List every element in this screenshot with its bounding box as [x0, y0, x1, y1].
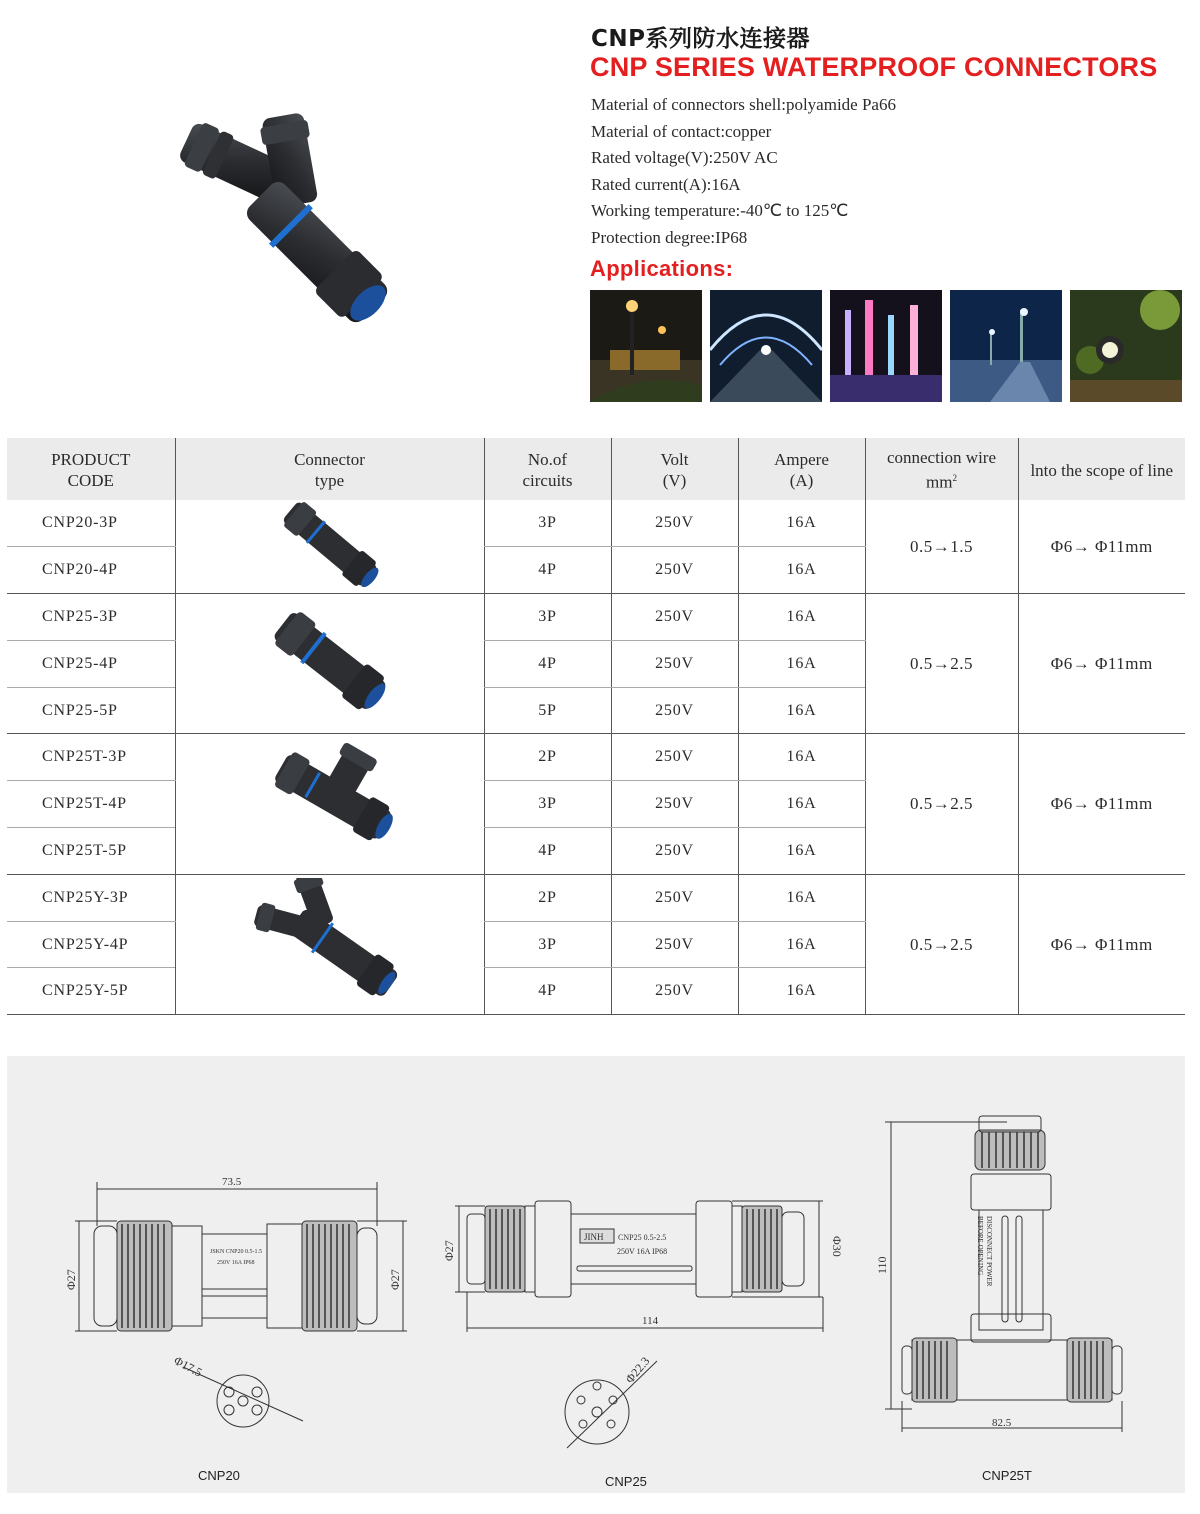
connection-wire-cell: 0.5→1.5 — [865, 500, 1018, 594]
cnp25-brand: JINH — [584, 1232, 604, 1242]
cnp20-dia-left: Φ27 — [64, 1269, 78, 1290]
page-title-chinese: CNP系列防水连接器 — [591, 26, 810, 52]
table-row — [7, 500, 1185, 547]
circuits-cell: 5P — [484, 687, 611, 734]
spec-protection-degree: Protection degree:IP68 — [591, 227, 748, 247]
volt-cell: 250V — [611, 734, 738, 781]
connector-image-cnp25 — [175, 594, 484, 734]
cnp25-face-dia: Φ22.3 — [622, 1354, 653, 1386]
header-scope-of-line: lnto the scope of line — [1018, 438, 1185, 500]
connector-image-cnp25t — [175, 734, 484, 874]
cnp25t-width-dim: 82.5 — [992, 1417, 1012, 1429]
spec-rated-current: Rated current(A):16A — [591, 174, 741, 194]
ampere-cell: 16A — [738, 594, 865, 641]
table-row — [7, 874, 1185, 921]
page-title-english: CNP SERIES WATERPROOF CONNECTORS — [590, 52, 1158, 82]
spec-contact-material: Material of contact:copper — [591, 121, 772, 141]
cnp20-dia-right: Φ27 — [388, 1269, 402, 1290]
cnp20-face-dia: Φ17.5 — [171, 1353, 205, 1380]
volt-cell: 250V — [611, 828, 738, 875]
product-code-cell: CNP20-4P — [7, 547, 175, 594]
hero-connector-image — [170, 95, 400, 345]
ampere-cell: 16A — [738, 687, 865, 734]
table-row — [7, 734, 1185, 781]
header-connector-type: Connector type — [175, 438, 484, 500]
circuits-cell: 2P — [484, 734, 611, 781]
ampere-cell: 16A — [738, 921, 865, 968]
street-light-photo — [950, 290, 1062, 402]
ampere-cell: 16A — [738, 828, 865, 875]
cnp25-dia-right: Φ30 — [830, 1236, 844, 1257]
spec-list — [591, 92, 896, 251]
spec-shell-material: Material of connectors shell:polyamide Pa66 — [591, 95, 896, 114]
cnp20-body-text-1: JSKN CNP20 0.5-1.5 — [210, 1249, 263, 1255]
ampere-cell: 16A — [738, 547, 865, 594]
scope-of-line-cell: Φ6→ Φ11mm — [1018, 874, 1185, 1014]
scope-of-line-cell: Φ6→ Φ11mm — [1018, 734, 1185, 874]
header-connection-wire: connection wire $mm^2$ — [865, 438, 1018, 500]
product-code-cell: CNP20-3P — [7, 500, 175, 547]
product-code-cell: CNP25T-5P — [7, 828, 175, 875]
volt-cell: 250V — [611, 687, 738, 734]
cnp25-length-dim: 114 — [642, 1315, 659, 1327]
cnp20-side-drawing — [64, 1176, 407, 1331]
garden-lamp-photo — [590, 290, 702, 402]
circuits-cell: 4P — [484, 828, 611, 875]
table-row — [7, 594, 1185, 641]
cnp20-drawing-label: CNP20 — [198, 1468, 240, 1483]
ampere-cell: 16A — [738, 734, 865, 781]
cnp25t-drawing — [875, 1116, 1122, 1432]
header-volt: Volt (V) — [611, 438, 738, 500]
cnp20-length-dim: 73.5 — [222, 1176, 242, 1188]
applications-heading: Applications: — [590, 256, 734, 281]
volt-cell: 250V — [611, 547, 738, 594]
circuits-cell: 4P — [484, 547, 611, 594]
circuits-cell: 4P — [484, 968, 611, 1015]
volt-cell: 250V — [611, 640, 738, 687]
cnp25-side-drawing — [442, 1201, 844, 1332]
circuits-cell: 3P — [484, 500, 611, 547]
product-spec-table — [7, 438, 1185, 1015]
cnp25-dia-left: Φ27 — [442, 1240, 456, 1261]
volt-cell: 250V — [611, 781, 738, 828]
spot-light-photo — [1070, 290, 1182, 402]
product-code-cell: CNP25T-4P — [7, 781, 175, 828]
technical-drawings-panel — [7, 1056, 1185, 1493]
product-code-cell: CNP25Y-4P — [7, 921, 175, 968]
table-header-row — [7, 438, 1185, 500]
product-code-cell: CNP25Y-3P — [7, 874, 175, 921]
cnp25t-height-dim: 110 — [875, 1256, 889, 1274]
connection-wire-cell: 0.5→2.5 — [865, 874, 1018, 1014]
cnp25t-body-text-1: DISCONNECT POWER — [985, 1216, 993, 1287]
volt-cell: 250V — [611, 500, 738, 547]
scope-of-line-cell: Φ6→ Φ11mm — [1018, 500, 1185, 594]
circuits-cell: 3P — [484, 594, 611, 641]
circuits-cell: 3P — [484, 921, 611, 968]
cnp25-body-text-1: CNP25 0.5-2.5 — [618, 1233, 667, 1242]
product-code-cell: CNP25-5P — [7, 687, 175, 734]
circuits-cell: 4P — [484, 640, 611, 687]
product-code-cell: CNP25-3P — [7, 594, 175, 641]
product-code-cell: CNP25T-3P — [7, 734, 175, 781]
spec-rated-voltage: Rated voltage(V):250V AC — [591, 148, 778, 167]
cnp25-drawing-label: CNP25 — [605, 1474, 647, 1489]
spec-working-temperature: Working temperature:-40℃ to 125℃ — [591, 201, 849, 220]
volt-cell: 250V — [611, 594, 738, 641]
connector-image-cnp25y — [175, 874, 484, 1014]
connector-image-cnp20 — [175, 500, 484, 594]
product-code-cell: CNP25Y-5P — [7, 968, 175, 1015]
circuits-cell: 2P — [484, 874, 611, 921]
ampere-cell: 16A — [738, 640, 865, 687]
header-ampere: Ampere (A) — [738, 438, 865, 500]
cnp25-body-text-2: 250V 16A IP68 — [617, 1247, 668, 1256]
ampere-cell: 16A — [738, 500, 865, 547]
ampere-cell: 16A — [738, 968, 865, 1015]
cnp25-face-drawing — [565, 1354, 657, 1448]
cnp20-body-text-2: 250V 16A IP68 — [217, 1260, 255, 1266]
cnp20-face-drawing — [172, 1353, 303, 1427]
volt-cell: 250V — [611, 874, 738, 921]
header-circuits: No.of circuits — [484, 438, 611, 500]
connection-wire-cell: 0.5→2.5 — [865, 594, 1018, 734]
volt-cell: 250V — [611, 921, 738, 968]
header-product-code: PRODUCT CODE — [7, 438, 175, 500]
applications-gallery — [590, 290, 1182, 402]
connection-wire-cell: 0.5→2.5 — [865, 734, 1018, 874]
ampere-cell: 16A — [738, 781, 865, 828]
circuits-cell: 3P — [484, 781, 611, 828]
fountain-light-photo — [830, 290, 942, 402]
tunnel-light-photo — [710, 290, 822, 402]
volt-cell: 250V — [611, 968, 738, 1015]
cnp25t-drawing-label: CNP25T — [982, 1468, 1032, 1483]
ampere-cell: 16A — [738, 874, 865, 921]
scope-of-line-cell: Φ6→ Φ11mm — [1018, 594, 1185, 734]
cnp25t-body-text-2: BEFORE OPENING — [976, 1216, 984, 1276]
product-code-cell: CNP25-4P — [7, 640, 175, 687]
